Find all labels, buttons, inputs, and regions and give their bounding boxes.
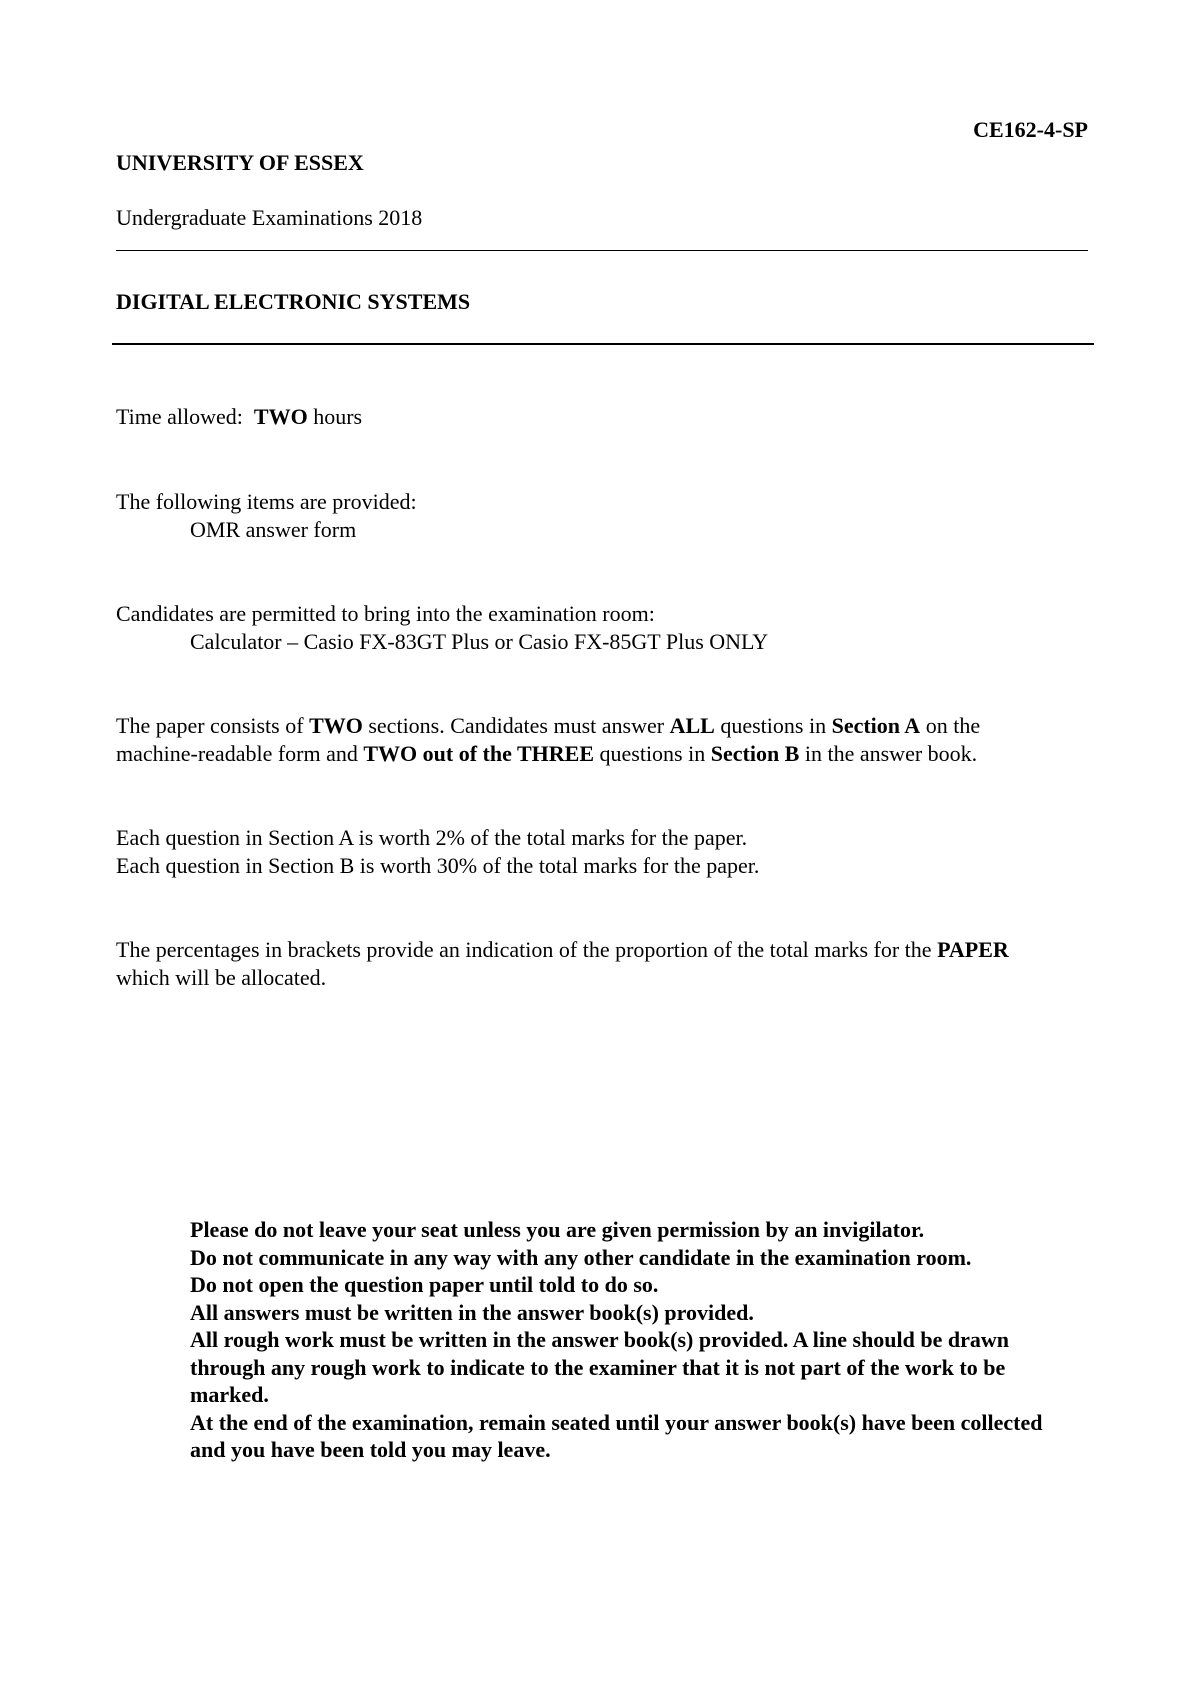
paper-code: CE162-4-SP: [973, 117, 1088, 142]
subject-rule: [112, 343, 1094, 345]
provided-item: OMR answer form: [190, 517, 357, 542]
instruction-line: Do not communicate in any way with any other candidate in the examination room.: [190, 1244, 972, 1270]
text-run: sections. Candidates must answer: [362, 713, 670, 738]
text-run: The percentages in brackets provide an indication of the proportion of the total marks for the: [116, 937, 938, 962]
time-value: TWO: [253, 404, 308, 429]
instruction-line: At the end of the examination, remain seated until your answer book(s) have been collected: [190, 1409, 1043, 1435]
text-run: in the answer book.: [799, 741, 978, 766]
time-unit: hours: [313, 404, 363, 429]
sections-line-1: [116, 712, 980, 740]
instruction-line: through any rough work to indicate to the examiner that it is not part of the work to be: [190, 1354, 1006, 1380]
worth-section-b: Each question in Section B is worth 30% of the total marks for the paper.: [116, 853, 760, 878]
permitted-intro: Candidates are permitted to bring into the examination room:: [116, 601, 655, 626]
instruction-line: Please do not leave your seat unless you are given permission by an invigilator.: [190, 1217, 925, 1242]
bold-run: Section B: [710, 741, 800, 766]
text-run: The paper consists of: [116, 713, 310, 738]
instruction-line: marked.: [190, 1382, 269, 1407]
question-worth: [116, 824, 759, 880]
percentages-line-1: [116, 936, 1009, 964]
bold-run: TWO: [309, 713, 363, 738]
instruction-line: All rough work must be written in the answer book(s) provided. A line should be drawn: [190, 1327, 1010, 1352]
instruction-line: All answers must be written in the answer book(s) provided.: [190, 1299, 754, 1325]
percentages-line-2: which will be allocated.: [116, 965, 327, 990]
bold-run: TWO out of the THREE: [363, 741, 594, 766]
provided-intro: The following items are provided:: [116, 489, 417, 514]
bold-run: ALL: [669, 713, 715, 738]
instruction-line: and you have been told you may leave.: [190, 1437, 551, 1462]
exam-instructions: [190, 1216, 1130, 1464]
subject-title: DIGITAL ELECTRONIC SYSTEMS: [116, 289, 471, 314]
sections-paragraph: [116, 712, 980, 768]
worth-section-a: Each question in Section A is worth 2% of the total marks for the paper.: [116, 825, 748, 850]
text-run: questions in: [714, 713, 832, 738]
instruction-line: Do not open the question paper until told to do so.: [190, 1272, 659, 1297]
text-run: questions in: [594, 741, 711, 766]
bold-run: Section A: [831, 713, 921, 738]
text-run: on the: [920, 713, 981, 738]
time-label: Time allowed:: [116, 404, 243, 429]
university-name: UNIVERSITY OF ESSEX: [116, 150, 364, 175]
text-run: machine-readable form and: [116, 741, 364, 766]
header-divider: [116, 250, 1088, 251]
time-allowed: [116, 403, 362, 431]
percentages-paragraph: [116, 936, 1009, 992]
examinations-title: Undergraduate Examinations 2018: [116, 205, 423, 230]
permitted-item: Calculator – Casio FX-83GT Plus or Casio FX-85GT Plus ONLY: [190, 629, 769, 654]
bold-run: PAPER: [937, 937, 1009, 962]
sections-line-2: [116, 740, 980, 768]
